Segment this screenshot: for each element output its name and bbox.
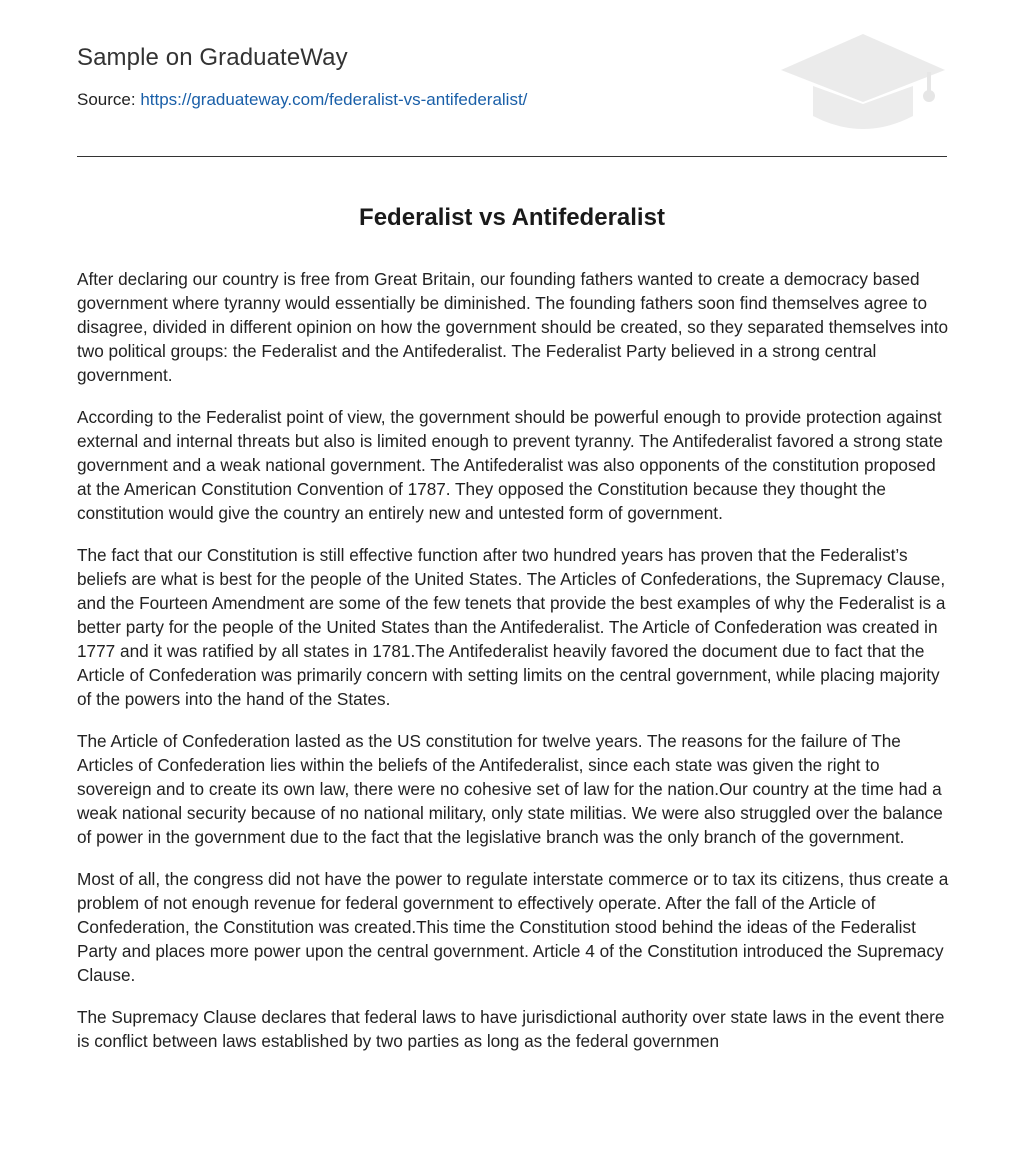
source-line: [77, 90, 527, 110]
paragraph: The Article of Confederation lasted as the US constitution for twelve years. The reasons for the failure of The Articles of Confederation lies within the beliefs of the Antifederalist, since each state was given the right to sovereign and to create its own law, there were no cohesive set of law for the nation.Our country at the time had a weak national security because of no national military, only state militias. We were also struggled over the balance of power in the government due to the fact that the legislative branch was the only branch of the government.: [77, 731, 943, 847]
graduation-cap-icon: [779, 30, 947, 134]
paragraph: After declaring our country is free from Great Britain, our founding fathers wanted to create a democracy based government where tyranny would essentially be diminished. The founding fathers soon find themselves agree to disagree, divided in different opinion on how the government should be created, so they separated themselves into two political groups: the Federalist and the Antifederalist. The Federalist Party believed in a strong central government.: [77, 269, 949, 385]
source-label: Source:: [77, 90, 136, 109]
source-link[interactable]: https://graduateway.com/federalist-vs-antifederalist/: [140, 90, 528, 109]
cap-board: [781, 34, 945, 102]
paragraph: According to the Federalist point of view, the government should be powerful enough to provide protection against external and internal threats but also is limited enough to prevent tyranny. The Antifederalist favored a strong state government and a weak national government. The Antifederalist was also opponents of the constitution proposed at the American Constitution Convention of 1787. They opposed the Constitution because they thought the constitution would give the country an entirely new and untested form of government.: [77, 407, 943, 523]
cap-tassel: [923, 90, 935, 102]
site-title: Sample on GraduateWay: [77, 44, 348, 71]
paragraph: The fact that our Constitution is still effective function after two hundred years has proven that the Federalist’s beliefs are what is best for the people of the United States. The Articles of Confederations, the Supremacy Clause, and the Fourteen Amendment are some of the few tenets that provide the best examples of why the Federalist is a better party for the people of the United States than the Antifederalist. The Article of Confederation was created in 1777 and it was ratified by all states in 1781.The Antifederalist heavily favored the document due to fact that the Article of Confederation was primarily concern with setting limits on the central government, while placing majority of the powers into the hand of the States.: [77, 545, 946, 709]
document-title: Federalist vs Antifederalist: [359, 204, 665, 231]
paragraph: Most of all, the congress did not have the power to regulate interstate commerce or to tax its citizens, thus create a problem of not enough revenue for federal government to effectively operate. After the fall of the Article of Confederation, the Constitution was created.This time the Constitution stood behind the ideas of the Federalist Party and places more power upon the central government. Article 4 of the Constitution introduced the Supremacy Clause.: [77, 869, 949, 985]
page-header: [77, 0, 947, 157]
document-body: [77, 267, 949, 1071]
paragraph: The Supremacy Clause declares that federal laws to have jurisdictional authority over state laws in the event there is conflict between laws established by two parties as long as the federal governmen: [77, 1007, 945, 1051]
